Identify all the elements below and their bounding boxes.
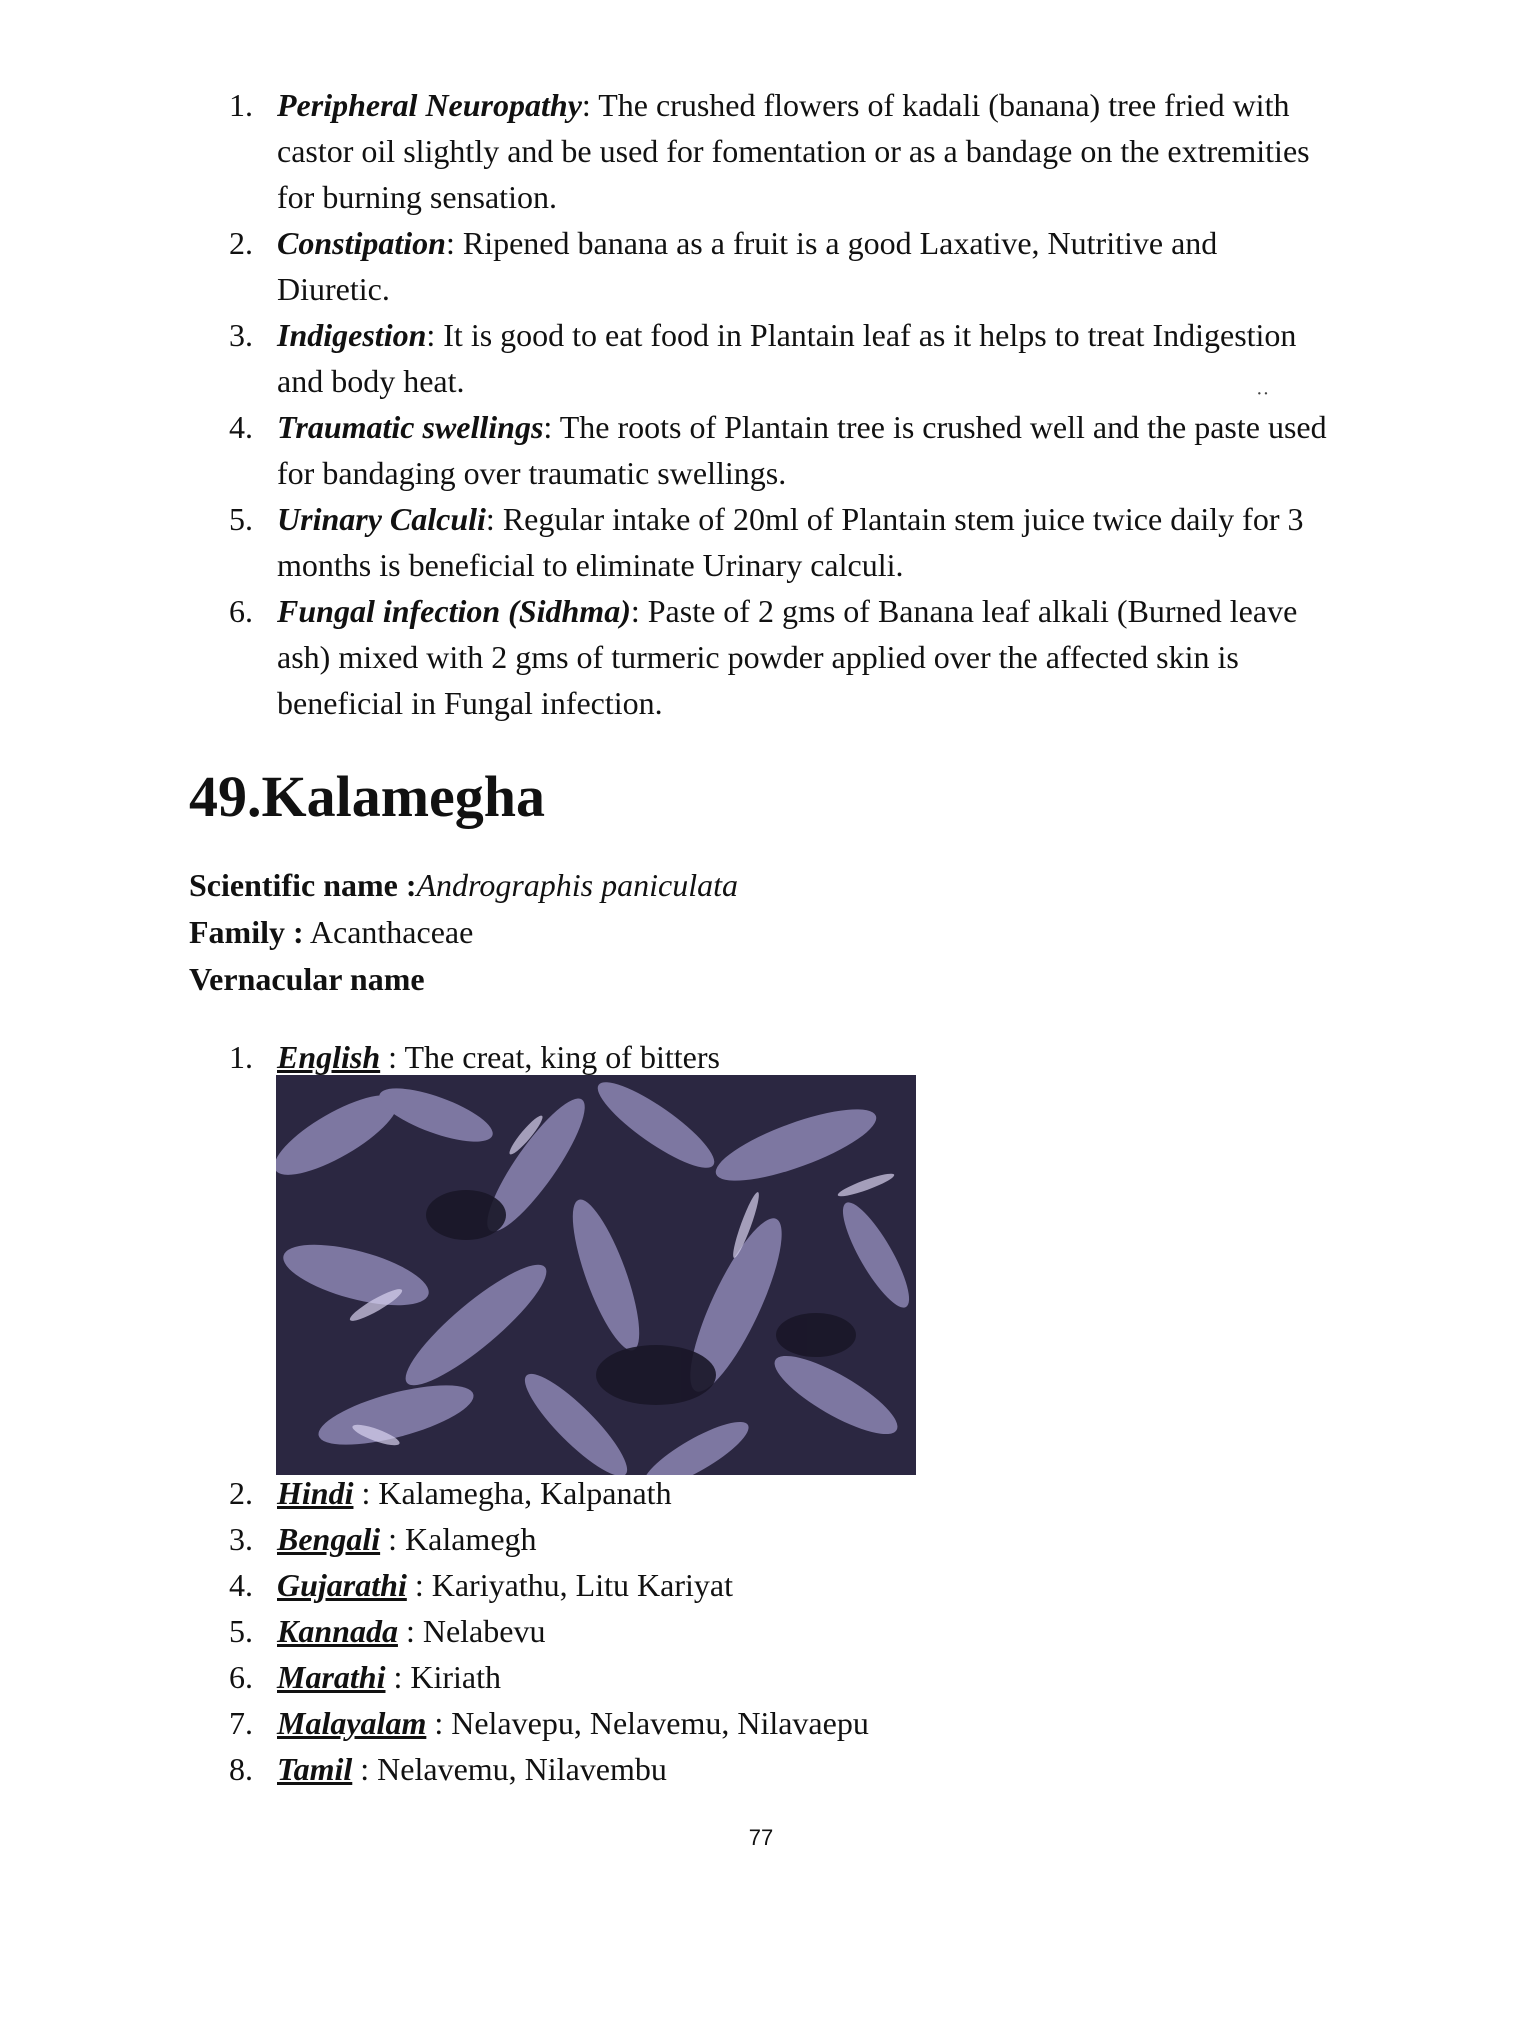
vernacular-text: : Kariyathu, Litu Kariyat xyxy=(406,1567,733,1603)
use-text: : Ripened banana as a fruit is a good Laxative, Nutritive and Diuretic. xyxy=(277,225,1218,307)
scientific-name-row xyxy=(189,862,738,909)
list-item xyxy=(229,1654,1229,1700)
list-number: 1. xyxy=(229,87,253,123)
section-heading: 49.Kalamegha xyxy=(189,764,546,829)
leaves-photo-illustration xyxy=(276,1075,916,1475)
use-term: Traumatic swellings xyxy=(277,409,544,445)
list-number: 1. xyxy=(229,1039,253,1075)
family-label: Family : xyxy=(189,914,304,950)
list-number: 3. xyxy=(229,1521,253,1557)
vernacular-text: : Kalamegha, Kalpanath xyxy=(353,1475,672,1511)
medicinal-uses-list xyxy=(229,82,1329,726)
list-number: 6. xyxy=(229,593,253,629)
language-name: Tamil xyxy=(277,1751,353,1787)
use-text: : Paste of 2 gms of Banana leaf alkali (Burned leave ash) mixed with 2 gms of turmeric powder applied over the affected skin is beneficial in Fungal infection. xyxy=(277,593,1298,721)
plant-metadata xyxy=(189,862,738,1003)
use-term: Urinary Calculi xyxy=(277,501,486,537)
family-row xyxy=(189,909,738,956)
list-item xyxy=(229,404,1329,496)
scientific-name-value: Andrographis paniculata xyxy=(416,867,738,903)
use-text: : The crushed flowers of kadali (banana) tree fried with castor oil slightly and be used for fomentation or as a bandage on the extremities for burning sensation. xyxy=(277,87,1310,215)
list-number: 5. xyxy=(229,501,253,537)
scientific-name-label: Scientific name : xyxy=(189,867,417,903)
language-name: Gujarathi xyxy=(277,1567,407,1603)
list-number: 7. xyxy=(229,1705,253,1741)
vernacular-list-part-2 xyxy=(229,1470,1229,1792)
list-item xyxy=(229,312,1329,404)
use-term: Constipation xyxy=(277,225,446,261)
vernacular-name-label: Vernacular name xyxy=(189,961,425,997)
list-item xyxy=(229,1746,1229,1792)
list-item xyxy=(229,1470,1229,1516)
list-item xyxy=(229,496,1329,588)
list-item xyxy=(229,220,1329,312)
list-number: 5. xyxy=(229,1613,253,1649)
list-item xyxy=(229,1608,1229,1654)
list-number: 4. xyxy=(229,1567,253,1603)
use-text: : It is good to eat food in Plantain leaf as it helps to treat Indigestion and body heat. xyxy=(277,317,1297,399)
use-text: : Regular intake of 20ml of Plantain stem juice twice daily for 3 months is beneficial to eliminate Urinary calculi. xyxy=(277,501,1304,583)
list-number: 3. xyxy=(229,317,253,353)
vernacular-text: : Nelavepu, Nelavemu, Nilavaepu xyxy=(426,1705,869,1741)
use-term: Peripheral Neuropathy xyxy=(277,87,582,123)
list-number: 2. xyxy=(229,225,253,261)
list-item xyxy=(229,1516,1229,1562)
list-item xyxy=(229,1562,1229,1608)
language-name: English xyxy=(277,1039,381,1075)
use-term: Indigestion xyxy=(277,317,427,353)
vernacular-text: : Kiriath xyxy=(385,1659,502,1695)
list-number: 6. xyxy=(229,1659,253,1695)
list-item xyxy=(229,1700,1229,1746)
language-name: Marathi xyxy=(277,1659,386,1695)
list-number: 8. xyxy=(229,1751,253,1787)
list-item xyxy=(229,1034,1229,1080)
language-name: Hindi xyxy=(277,1475,354,1511)
plant-photo xyxy=(276,1075,916,1475)
vernacular-text: : The creat, king of bitters xyxy=(380,1039,720,1075)
use-term: Fungal infection (Sidhma) xyxy=(277,593,631,629)
vernacular-text: : Nelavemu, Nilavembu xyxy=(352,1751,667,1787)
family-value: Acanthaceae xyxy=(303,914,474,950)
list-number: 2. xyxy=(229,1475,253,1511)
vernacular-text: : Kalamegh xyxy=(380,1521,537,1557)
language-name: Malayalam xyxy=(277,1705,427,1741)
language-name: Kannada xyxy=(277,1613,398,1649)
vernacular-list-part-1 xyxy=(229,1034,1229,1080)
use-text: : The roots of Plantain tree is crushed well and the paste used for bandaging over traumatic swellings. xyxy=(277,409,1327,491)
list-item xyxy=(229,588,1329,726)
list-item xyxy=(229,82,1329,220)
scan-speck: ·· xyxy=(1256,383,1270,405)
vernacular-text: : Nelabevu xyxy=(397,1613,546,1649)
language-name: Bengali xyxy=(277,1521,381,1557)
page-number: 77 xyxy=(748,1825,774,1850)
list-number: 4. xyxy=(229,409,253,445)
